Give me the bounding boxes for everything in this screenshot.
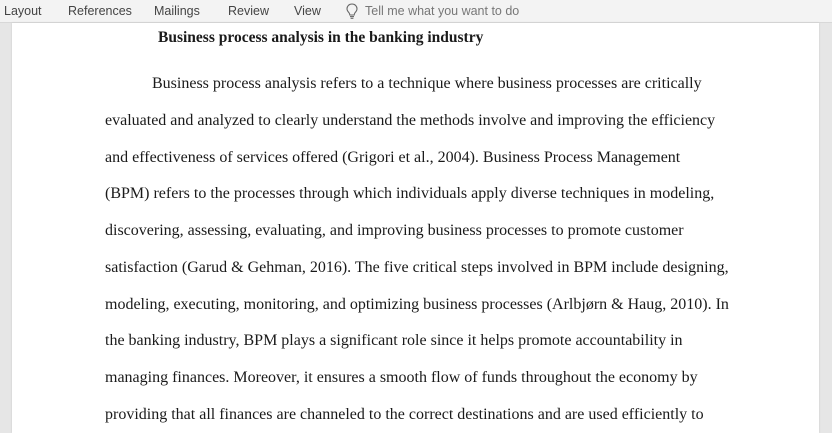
body-line: modeling, executing, monitoring, and optimizing business processes (Arlbjørn & Haug, 2010). In (105, 296, 729, 313)
body-line: providing that all finances are channeled to the correct destinations and are used efficiently to (105, 406, 704, 423)
body-line: and effectiveness of services offered (Grigori et al., 2004). Business Process Management (105, 149, 681, 166)
document-title: Business process analysis in the banking industry (158, 29, 484, 46)
body-line: Business process analysis refers to a technique where business processes are critically (152, 75, 702, 92)
lightbulb-icon (345, 2, 359, 20)
body-line: managing finances. Moreover, it ensures a smooth flow of funds throughout the economy by (105, 369, 698, 386)
tab-view[interactable]: View (294, 4, 321, 18)
tell-me-search[interactable] (345, 2, 519, 20)
body-line: the banking industry, BPM plays a significant role since it helps promote accountability in (105, 332, 683, 349)
body-line: (BPM) refers to the processes through which individuals apply diverse techniques in modeling, (105, 185, 715, 202)
body-line: discovering, assessing, evaluating, and improving business processes to promote customer (105, 222, 684, 239)
tab-references[interactable]: References (68, 4, 132, 18)
tab-layout[interactable]: Layout (4, 4, 42, 18)
body-line: evaluated and analyzed to clearly understand the methods involve and improving the efficiency (105, 112, 716, 129)
document-page[interactable] (12, 23, 819, 433)
tab-mailings[interactable]: Mailings (154, 4, 200, 18)
tab-review[interactable]: Review (228, 4, 269, 18)
tell-me-placeholder[interactable]: Tell me what you want to do (365, 4, 520, 18)
body-line: satisfaction (Garud & Gehman, 2016). The five critical steps involved in BPM include designing, (105, 259, 729, 276)
ribbon-tab-bar (0, 0, 832, 23)
